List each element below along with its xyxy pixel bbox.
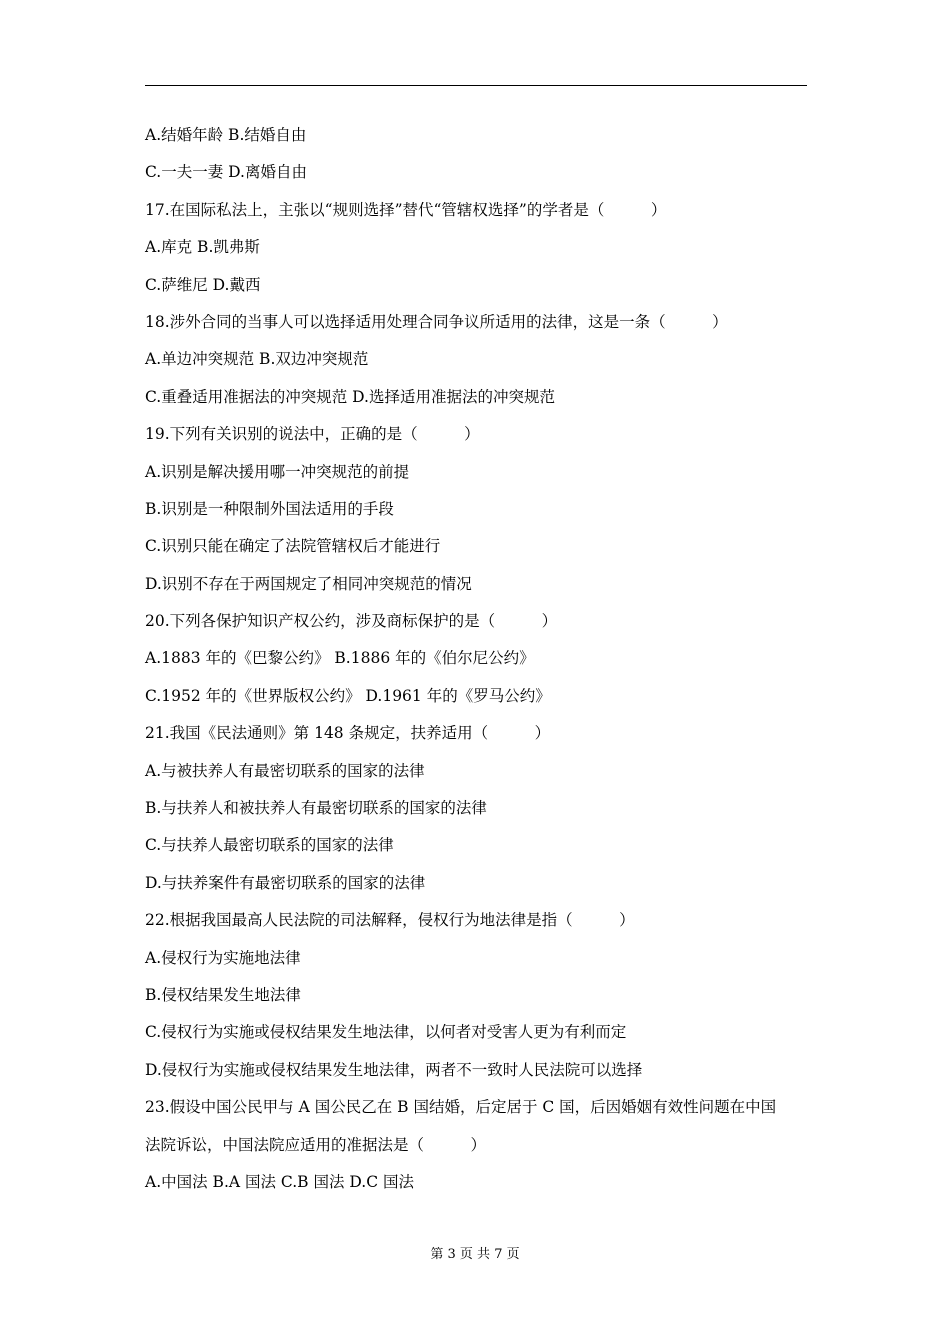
option-line: C.萨维尼 D.戴西	[145, 275, 261, 294]
option-line: A.识别是解决援用哪一冲突规范的前提	[145, 462, 410, 481]
option-line: C.重叠适用准据法的冲突规范 D.选择适用准据法的冲突规范	[145, 387, 555, 406]
option-line: A.结婚年龄 B.结婚自由	[145, 126, 307, 144]
question-23-continued: 法院诉讼，中国法院应适用的准据法是（ ）	[145, 1135, 487, 1154]
option-line: B.侵权结果发生地法律	[145, 985, 301, 1004]
question-17: 17.在国际私法上，主张以“规则选择”替代“管辖权选择”的学者是（ ）	[145, 200, 667, 219]
option-line: B.识别是一种限制外国法适用的手段	[145, 499, 394, 518]
option-line: A.库克 B.凯弗斯	[145, 238, 260, 257]
option-line: D.识别不存在于两国规定了相同冲突规范的情况	[145, 574, 472, 593]
option-line: A.单边冲突规范 B.双边冲突规范	[145, 350, 369, 369]
document-body	[145, 117, 810, 1201]
question-19: 19.下列有关识别的说法中，正确的是（ ）	[145, 425, 480, 444]
question-21: 21.我国《民法通则》第 148 条规定，扶养适用（ ）	[145, 724, 551, 743]
option-line: C.侵权行为实施或侵权结果发生地法律，以何者对受害人更为有利而定	[145, 1023, 627, 1042]
option-line: D.与扶养案件有最密切联系的国家的法律	[145, 873, 426, 892]
option-line: A.侵权行为实施地法律	[145, 948, 301, 967]
option-line: A.与被扶养人有最密切联系的国家的法律	[145, 761, 425, 780]
question-23: 23.假设中国公民甲与 A 国公民乙在 B 国结婚，后定居于 C 国，后因婚姻有效性问题在中国	[145, 1098, 777, 1117]
page-number: 第 3 页 共 7 页	[430, 1247, 520, 1262]
option-line: C.与扶养人最密切联系的国家的法律	[145, 836, 394, 855]
option-line: D.侵权行为实施或侵权结果发生地法律，两者不一致时人民法院可以选择	[145, 1060, 643, 1079]
option-line: B.与扶养人和被扶养人有最密切联系的国家的法律	[145, 799, 487, 818]
question-20: 20.下列各保护知识产权公约，涉及商标保护的是（ ）	[145, 612, 558, 631]
header-rule	[145, 85, 807, 86]
option-line: C.一夫一妻 D.离婚自由	[145, 163, 307, 182]
option-line: C.1952 年的《世界版权公约》 D.1961 年的《罗马公约》	[145, 686, 551, 705]
option-line: C.识别只能在确定了法院管辖权后才能进行	[145, 537, 441, 556]
question-18: 18.涉外合同的当事人可以选择适用处理合同争议所适用的法律，这是一条（ ）	[145, 312, 728, 331]
question-22: 22.根据我国最高人民法院的司法解释，侵权行为地法律是指（ ）	[145, 911, 635, 930]
option-line: A.中国法 B.A 国法 C.B 国法 D.C 国法	[145, 1172, 414, 1191]
option-line: A.1883 年的《巴黎公约》 B.1886 年的《伯尔尼公约》	[145, 649, 535, 668]
